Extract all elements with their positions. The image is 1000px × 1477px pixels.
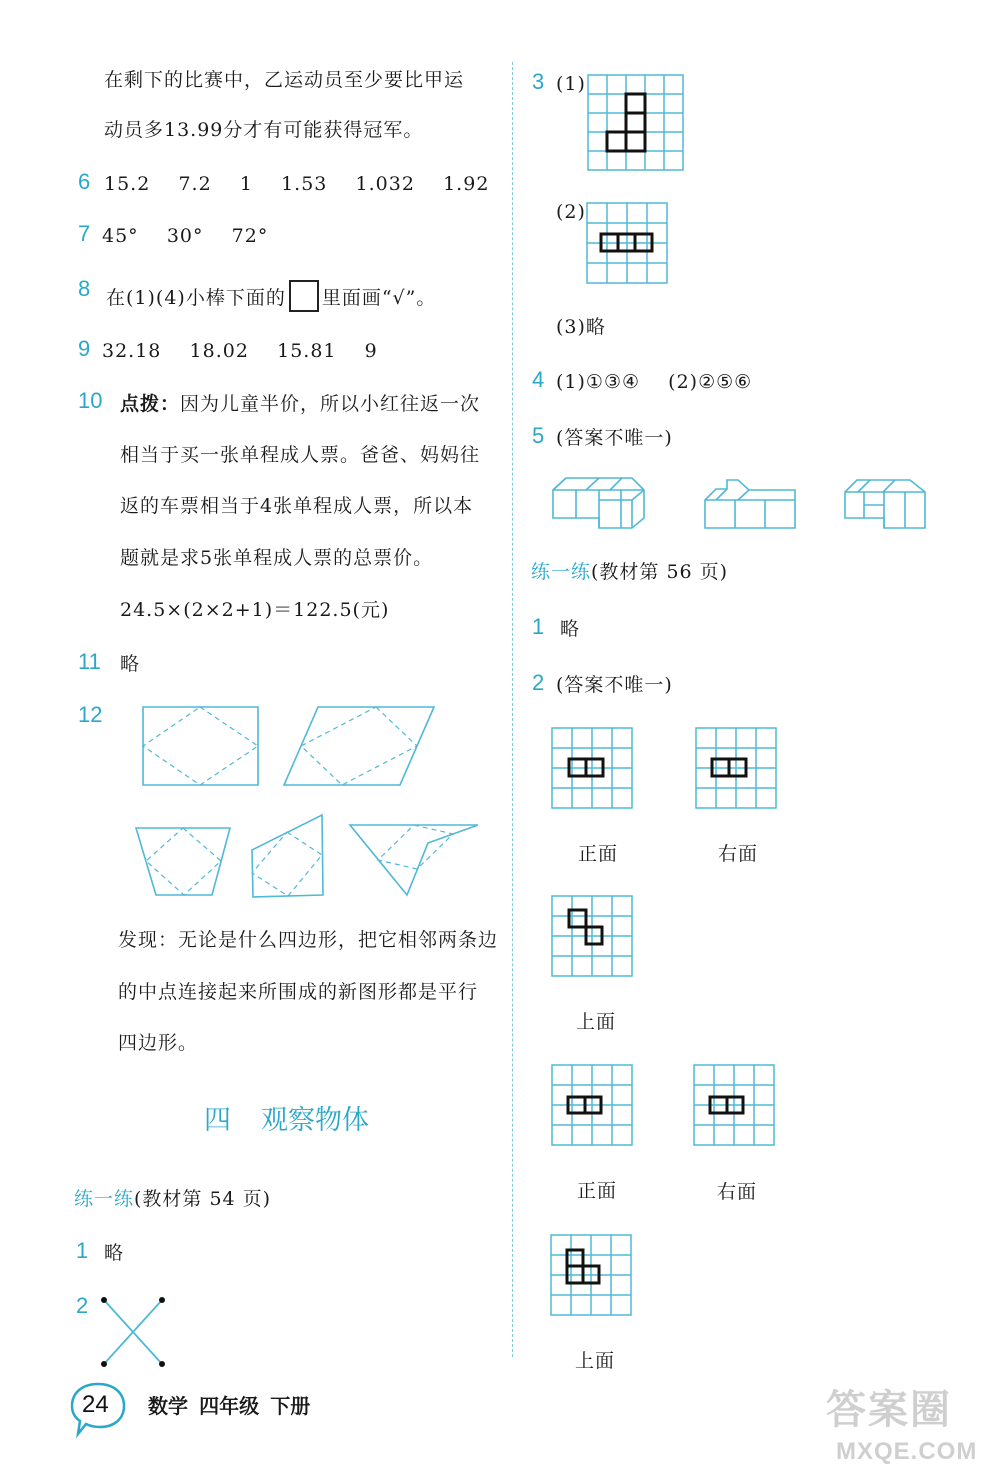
answer-text: (1)①③④ (2)②⑤⑥ xyxy=(556,371,753,393)
view-label-top: 上面 xyxy=(575,1350,616,1372)
question-number: 2 xyxy=(532,670,545,695)
cube-view-outline xyxy=(569,910,602,944)
grid-3-2 xyxy=(587,203,667,283)
formula: 24.5×(2×2+1)＝122.5(元) xyxy=(120,599,390,621)
answer-text: 略 xyxy=(104,1242,125,1264)
grid-front-2 xyxy=(552,1065,632,1145)
grid-right-1 xyxy=(696,728,776,808)
question-number: 10 xyxy=(78,388,103,413)
question-number: 7 xyxy=(78,221,91,246)
view-label-right: 右面 xyxy=(718,843,759,865)
sub-label: (1) xyxy=(556,73,586,95)
watermark-logo: 答案圈 xyxy=(826,1388,952,1432)
question-number: 11 xyxy=(78,649,101,674)
answer-text: 45° 30° 72° xyxy=(102,225,269,247)
sub-label: (2) xyxy=(556,201,586,223)
grid-3-1 xyxy=(588,75,683,170)
grid-top-1 xyxy=(552,896,632,976)
watermark-url: MXQE.COM xyxy=(836,1438,978,1465)
practice-heading xyxy=(531,560,728,585)
practice-ref: (教材第 56 页) xyxy=(591,561,729,583)
practice-label: 练一练 xyxy=(74,1189,135,1210)
answer-line: 动员多13.99分才有可能获得冠军。 xyxy=(104,119,424,141)
question-number: 12 xyxy=(78,702,103,727)
practice-label: 练一练 xyxy=(531,562,592,583)
sub-label: (3)略 xyxy=(556,316,606,338)
answer-text-pre: 在(1)(4)小棒下面的 xyxy=(106,287,286,309)
question-number: 1 xyxy=(532,614,545,639)
question-number: 2 xyxy=(76,1293,89,1318)
hint-label: 点拨： xyxy=(120,393,181,415)
book-title: 数学 四年级 下册 xyxy=(148,1396,311,1418)
question-number: 6 xyxy=(78,169,91,194)
question-number: 9 xyxy=(78,336,91,361)
grid-right-2 xyxy=(694,1065,774,1145)
grid-front-1 xyxy=(552,728,632,808)
section-title: 四 观察物体 xyxy=(204,1105,370,1135)
question-number: 3 xyxy=(532,69,545,94)
discovery-text: 四边形。 xyxy=(118,1032,199,1054)
question-number: 8 xyxy=(78,276,91,301)
question-number: 4 xyxy=(532,367,545,392)
view-label-top: 上面 xyxy=(576,1011,617,1033)
answer-text: (答案不唯一) xyxy=(556,427,673,449)
answer-text: 32.18 18.02 15.81 9 xyxy=(102,340,378,362)
answer-text: (答案不唯一) xyxy=(556,674,673,696)
practice-ref: (教材第 54 页) xyxy=(134,1188,272,1210)
cube-drawing-2 xyxy=(705,480,795,528)
answer-line: 在剩下的比赛中，乙运动员至少要比甲运 xyxy=(104,69,465,91)
grid-top-2 xyxy=(551,1235,631,1315)
cube-view-outline xyxy=(607,94,645,151)
answer-text: 返的车票相当于4张单程成人票，所以本 xyxy=(120,495,474,517)
answer-text: 略 xyxy=(120,653,141,675)
answer-text: 相当于买一张单程成人票。爸爸、妈妈往 xyxy=(120,444,481,466)
answer-text-post: 里面画“√”。 xyxy=(321,287,437,309)
answer-text: 略 xyxy=(560,618,581,640)
view-label-front: 正面 xyxy=(578,843,619,865)
page-number: 24 xyxy=(82,1391,109,1418)
discovery-text: 发现：无论是什么四边形，把它相邻两条边 xyxy=(118,929,499,951)
discovery-text: 的中点连接起来所围成的新图形都是平行 xyxy=(118,981,479,1003)
view-label-front: 正面 xyxy=(577,1180,618,1202)
answer-text: 题就是求5张单程成人票的总票价。 xyxy=(120,547,434,569)
answer-text: 15.2 7.2 1 1.53 1.032 1.92 xyxy=(104,173,490,195)
question-number: 5 xyxy=(532,423,545,448)
question-number: 1 xyxy=(76,1238,89,1263)
cube-drawing-3 xyxy=(845,480,925,528)
cube-drawing-1 xyxy=(553,478,644,528)
view-label-right: 右面 xyxy=(717,1181,758,1203)
answer-text: 点拨：因为儿童半价，所以小红往返一次 xyxy=(120,393,481,415)
